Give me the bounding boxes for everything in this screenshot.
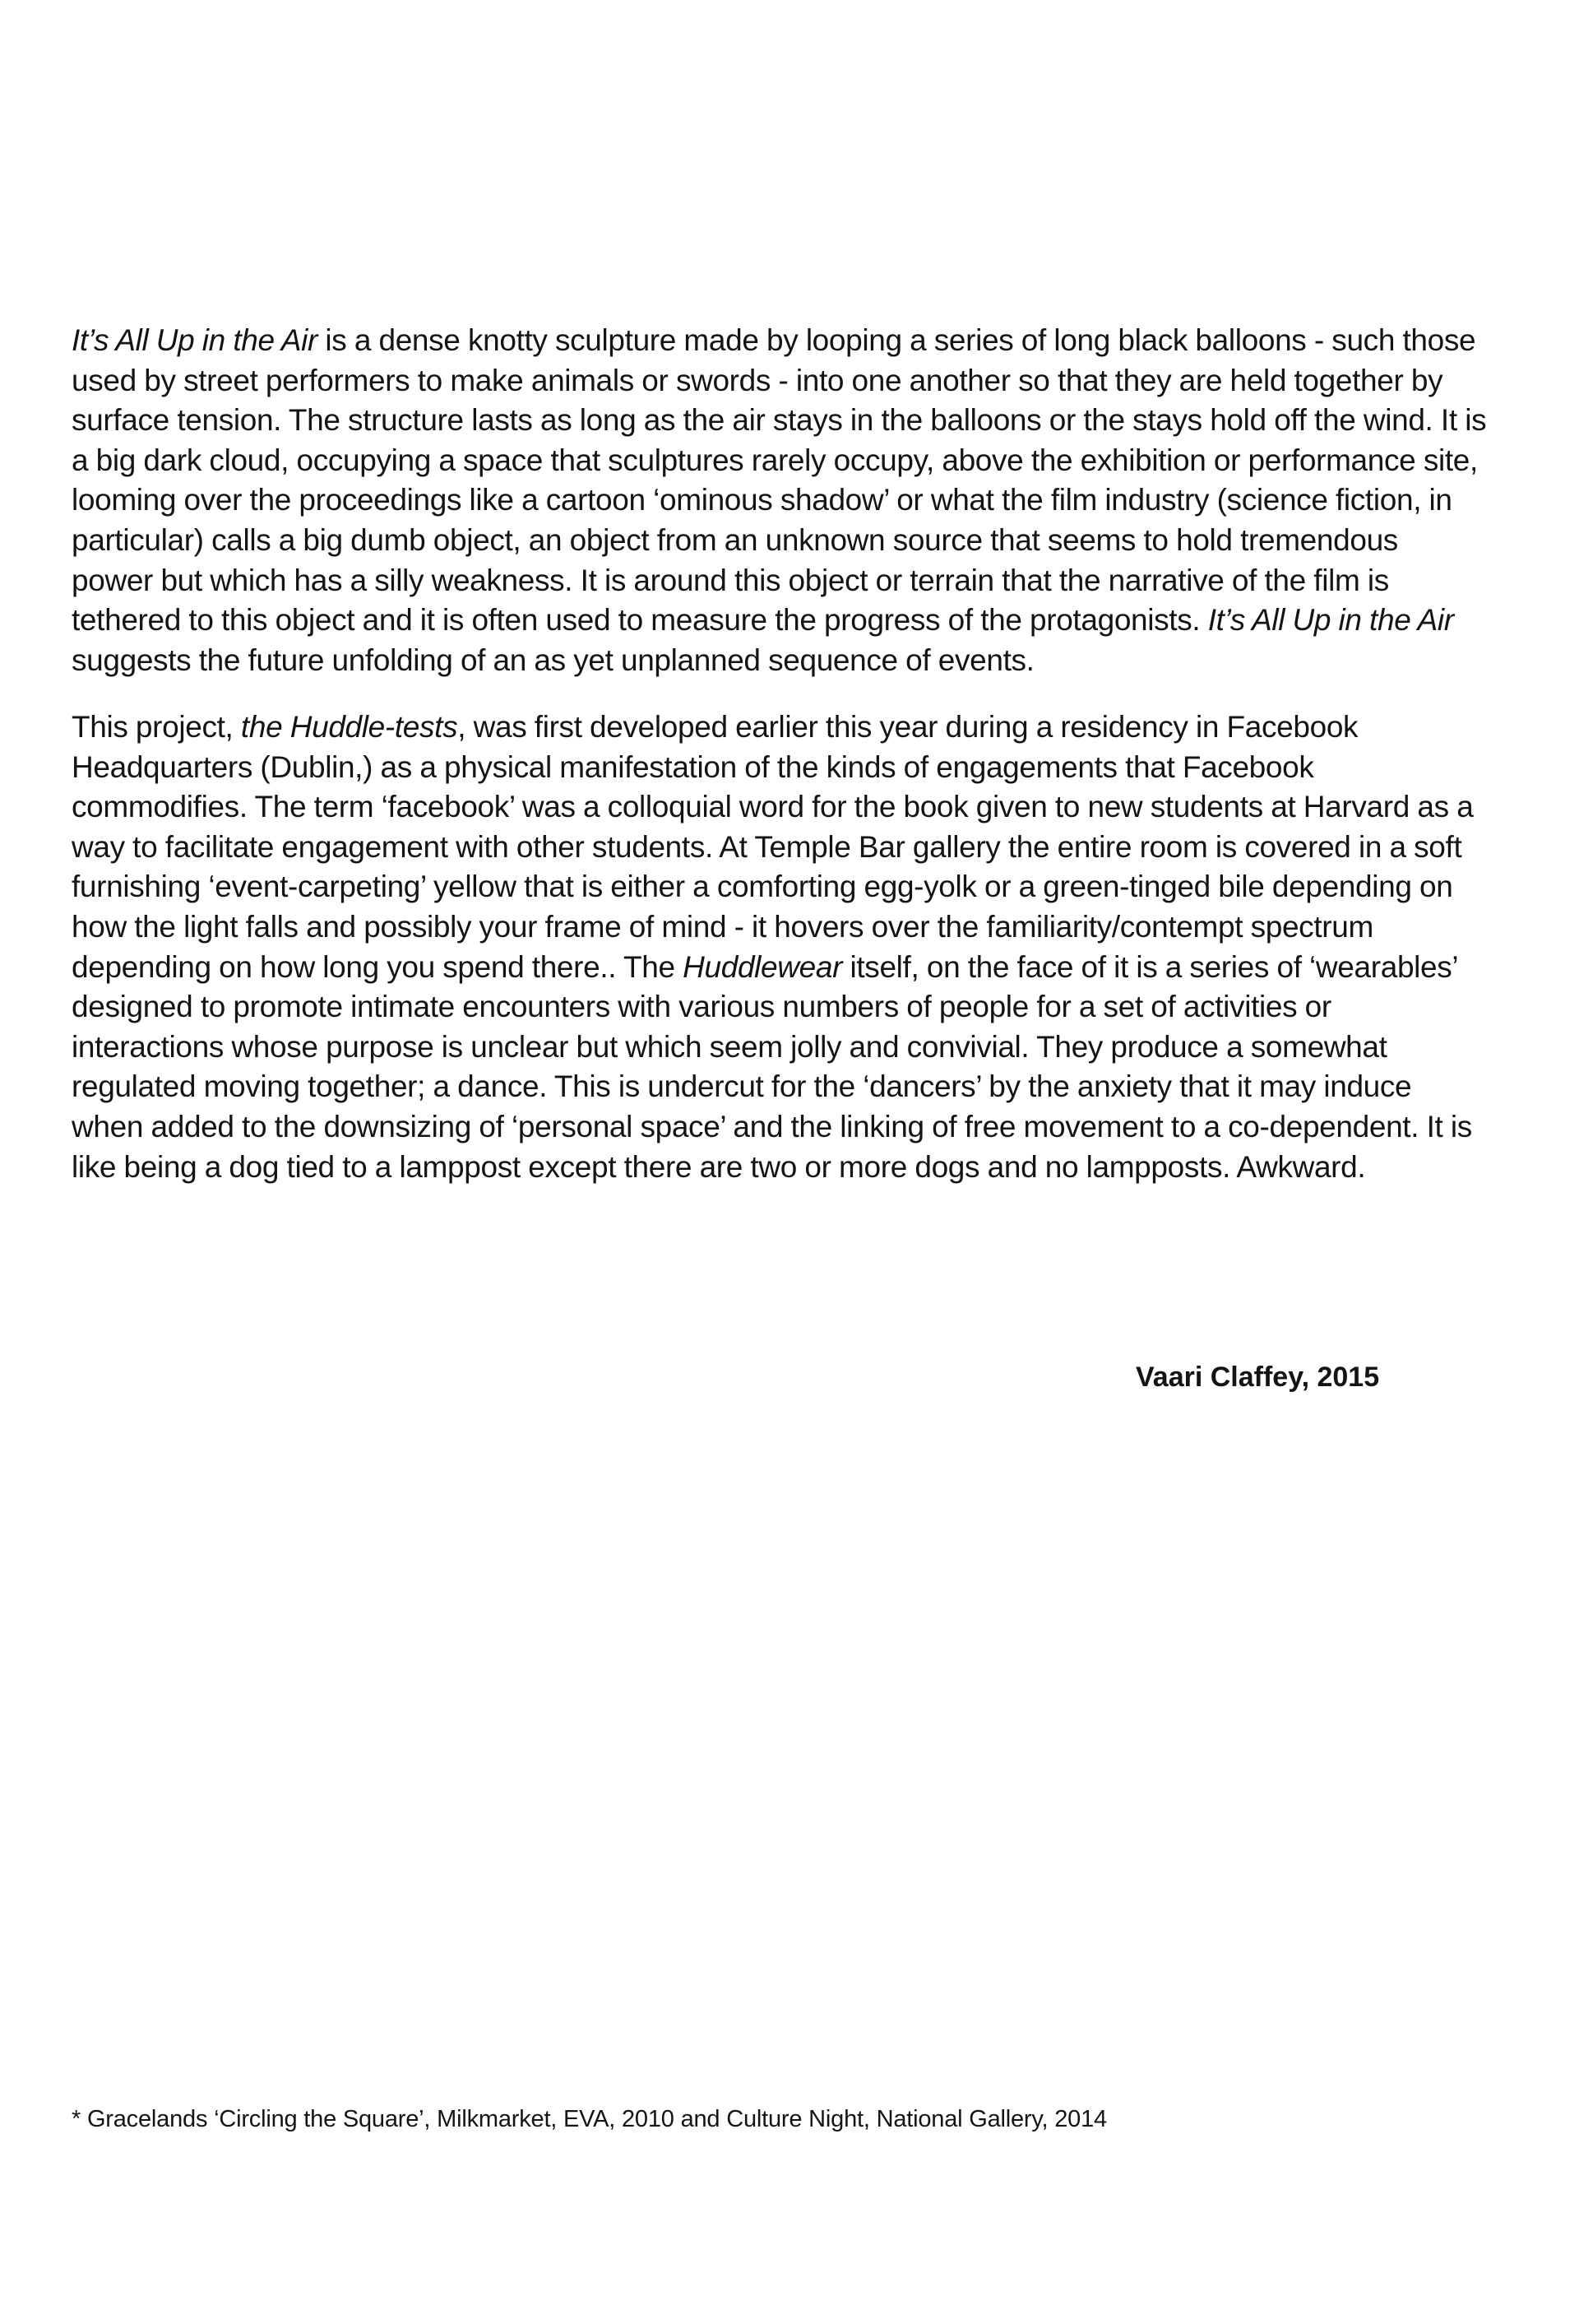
- text-line: power but which has a silly weakness. It is around this object or terrain that the narrative of the film is: [72, 563, 1389, 597]
- footnote: * Gracelands ‘Circling the Square’, Milkmarket, EVA, 2010 and Culture Night, National Gallery, 2014: [72, 2106, 1107, 2132]
- text-line: It’s All Up in the Air is a dense knotty sculpture made by looping a series of long black balloons - such those: [72, 323, 1476, 357]
- text-line: suggests the future unfolding of an as yet unplanned sequence of events.: [72, 642, 1035, 677]
- text-line: commodifies. The term ‘facebook’ was a colloquial word for the book given to new students at Harvard as a: [72, 790, 1474, 824]
- text-line: how the light falls and possibly your frame of mind - it hovers over the familiarity/contempt spectrum: [72, 909, 1373, 944]
- artwork-title: It’s All Up in the Air: [72, 323, 317, 357]
- text-line: a big dark cloud, occupying a space that sculptures rarely occupy, above the exhibition or performance site,: [72, 443, 1478, 477]
- text-line: furnishing ‘event-carpeting’ yellow that is either a comforting egg-yolk or a green-tinged bile depending on: [72, 870, 1453, 904]
- text-line: way to facilitate engagement with other students. At Temple Bar gallery the entire room is covered in a soft: [72, 829, 1462, 864]
- text-line: depending on how long you spend there.. The Huddlewear itself, on the face of it is a series of ‘wearables’: [72, 949, 1459, 984]
- text-line: regulated moving together; a dance. This is undercut for the ‘dancers’ by the anxiety that it may induce: [72, 1069, 1412, 1104]
- text-line: interactions whose purpose is unclear but which seem jolly and convivial. They produce a somewhat: [72, 1029, 1387, 1064]
- artwork-title: It’s All Up in the Air: [1207, 603, 1454, 638]
- text-line: tethered to this object and it is often used to measure the progress of the protagonists. It’s All Up in the Air: [72, 603, 1454, 638]
- text-line: particular) calls a big dumb object, an object from an unknown source that seems to hold tremendous: [72, 522, 1398, 557]
- work-title: Huddlewear: [683, 949, 843, 984]
- text-line: Headquarters (Dublin,) as a physical manifestation of the kinds of engagements that Facebook: [72, 749, 1314, 784]
- text-line: when added to the downsizing of ‘personal space’ and the linking of free movement to a co-dependent. It is: [72, 1109, 1472, 1143]
- author-signature: Vaari Claffey, 2015: [1136, 1361, 1380, 1393]
- paragraph-huddle-tests: [72, 707, 1519, 1187]
- text-line: used by street performers to make animals or swords - into one another so that they are held together by: [72, 363, 1443, 397]
- project-title: the Huddle-tests: [240, 710, 458, 744]
- text-line: like being a dog tied to a lamppost except there are two or more dogs and no lampposts. Awkward.: [72, 1149, 1366, 1184]
- paragraph-sculpture-description: [72, 321, 1519, 680]
- text-line: designed to promote intimate encounters with various numbers of people for a set of activities or: [72, 990, 1331, 1024]
- text-line: surface tension. The structure lasts as long as the air stays in the balloons or the stays hold off the wind. It is: [72, 403, 1487, 438]
- text-line: This project, the Huddle-tests, was first developed earlier this year during a residency in Facebook: [72, 710, 1359, 744]
- text-line: looming over the proceedings like a cartoon ‘ominous shadow’ or what the film industry (science fiction, in: [72, 483, 1452, 517]
